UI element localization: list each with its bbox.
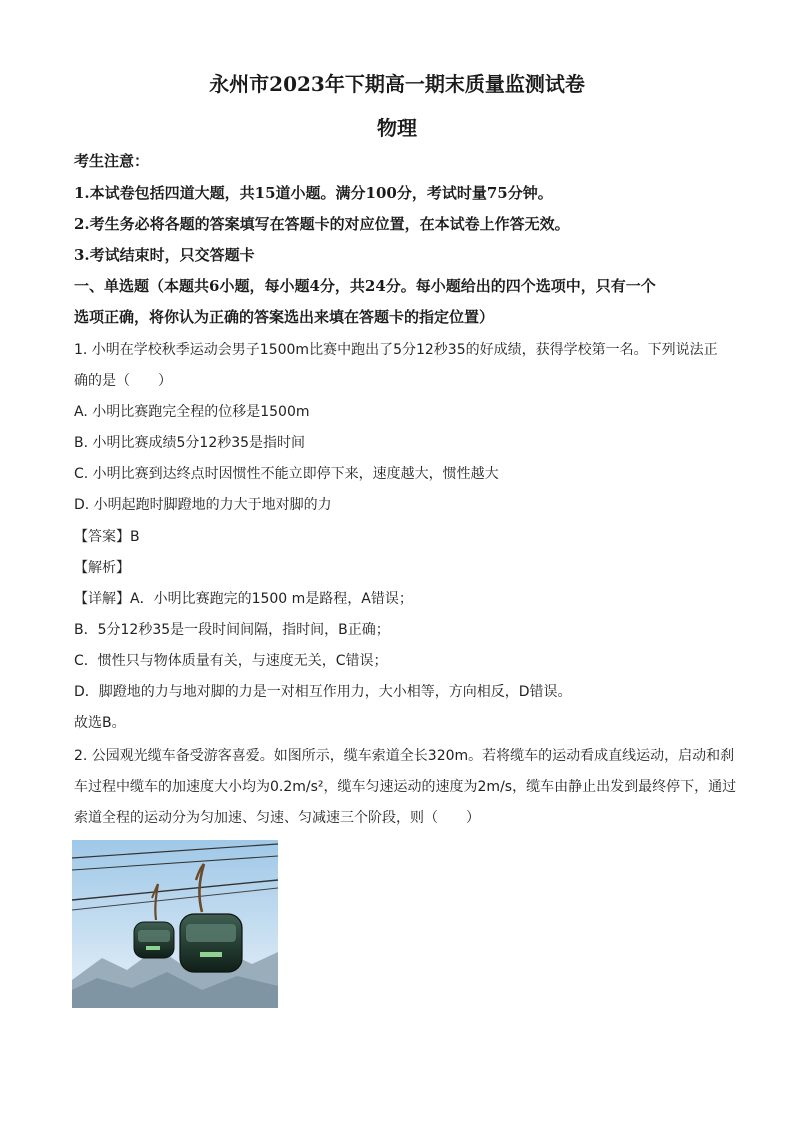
exam-subject: 物理	[377, 116, 417, 140]
q2-stem-line-2: 车过程中缆车的加速度大小均为0.2m/s²，缆车匀速运动的速度为2m/s，缆车由静止出发到最终停下，通过	[74, 779, 737, 795]
section-heading-line-2: 选项正确，将你认为正确的答案选出来填在答题卡的指定位置）	[74, 308, 495, 326]
q1-answer: 【答案】B	[74, 529, 140, 545]
q1-detail-line-2: B．5分12秒35是一段时间间隔，指时间，B正确；	[74, 622, 390, 638]
q1-option-d: D. 小明起跑时脚蹬地的力大于地对脚的力	[74, 497, 332, 513]
cable-car-illustration	[72, 840, 278, 1008]
notice-item-2: 2.考生务必将各题的答案填写在答题卡的对应位置，在本试卷上作答无效。	[74, 215, 570, 233]
notice-heading: 考生注意：	[74, 152, 150, 170]
q1-detail-line-1: 【详解】A．小明比赛跑完的1500 m是路程，A错误；	[74, 591, 413, 607]
q2-stem-line-1: 2. 公园观光缆车备受游客喜爱。如图所示，缆车索道全长320m。若将缆车的运动看成直线运动，启动和刹	[74, 748, 735, 764]
cable-car-photo	[72, 840, 278, 1008]
q1-conclusion: 故选B。	[74, 715, 126, 731]
q1-stem-line-1: 1. 小明在学校秋季运动会男子1500m比赛中跑出了5分12秒35的好成绩，获得学校第一名。下列说法正	[74, 342, 718, 358]
q1-stem-line-2: 确的是（ ）	[74, 373, 172, 389]
q1-detail-line-4: D．脚蹬地的力与地对脚的力是一对相互作用力，大小相等，方向相反，D错误。	[74, 684, 572, 700]
q1-option-a: A. 小明比赛跑完全程的位移是1500m	[74, 404, 310, 420]
exam-title: 永州市2023年下期高一期末质量监测试卷	[209, 72, 585, 96]
q1-detail-line-3: C．惯性只与物体质量有关，与速度无关，C错误；	[74, 653, 388, 669]
q2-stem-line-3: 索道全程的运动分为匀加速、匀速、匀减速三个阶段，则（ ）	[74, 810, 480, 826]
notice-item-1: 1.本试卷包括四道大题，共15道小题。满分100分，考试时量75分钟。	[74, 184, 553, 202]
q1-option-c: C. 小明比赛到达终点时因惯性不能立即停下来，速度越大，惯性越大	[74, 466, 499, 482]
section-heading-line-1: 一、单选题（本题共6小题，每小题4分，共24分。每小题给出的四个选项中，只有一个	[74, 277, 656, 295]
q1-analysis-label: 【解析】	[74, 560, 130, 576]
q1-option-b: B. 小明比赛成绩5分12秒35是指时间	[74, 435, 306, 451]
notice-item-3: 3.考试结束时，只交答题卡	[74, 246, 255, 264]
